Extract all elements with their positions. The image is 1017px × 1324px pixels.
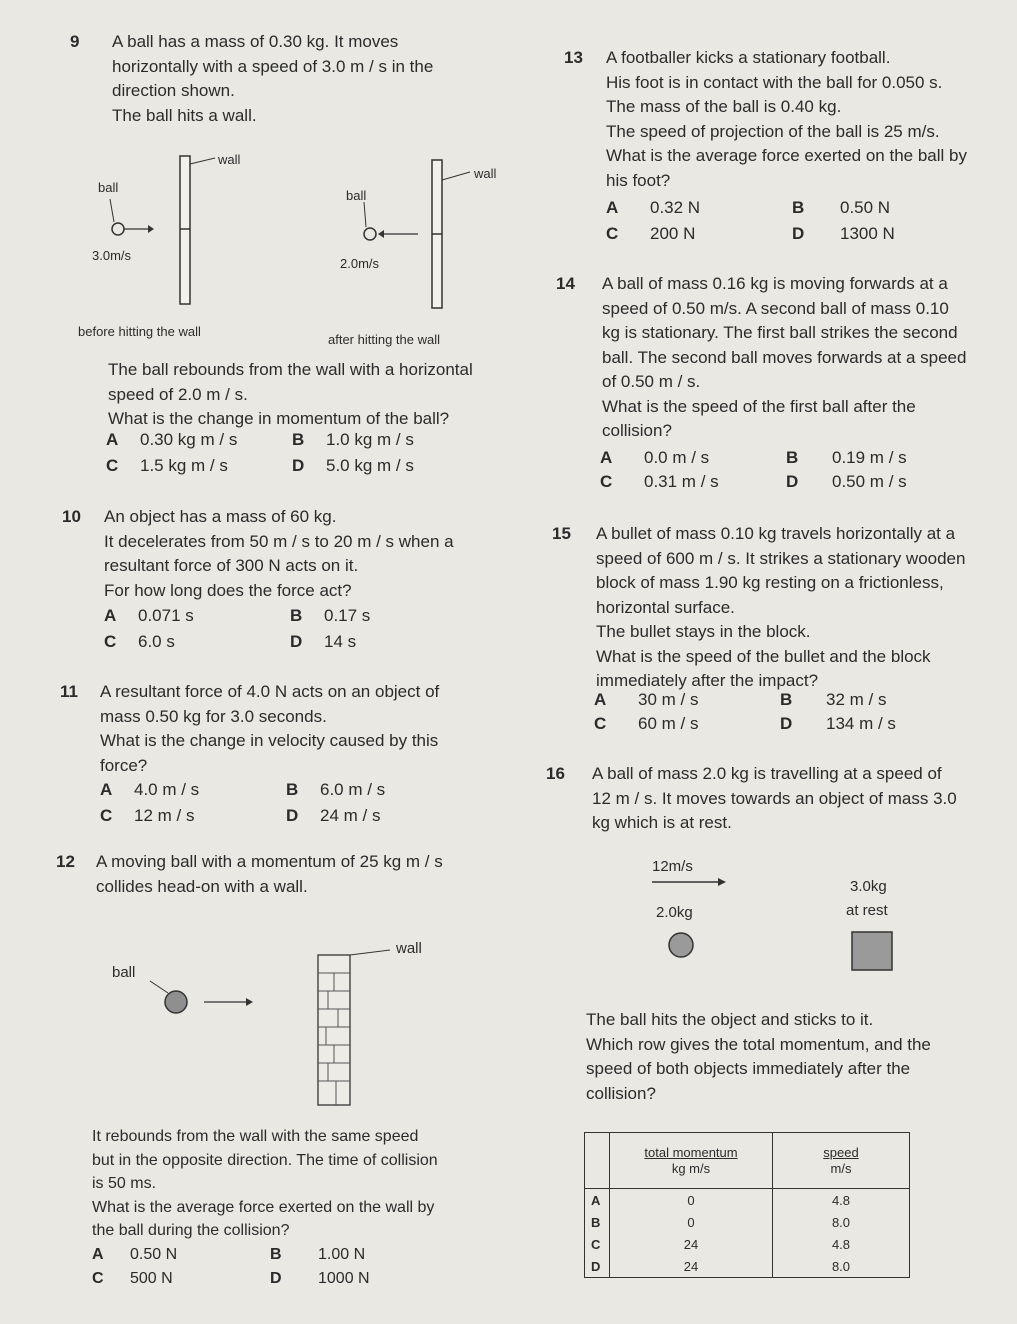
question-text: The mass of the ball is 0.40 kg. bbox=[606, 97, 842, 116]
question-12-cont bbox=[92, 1125, 512, 1243]
option-d[interactable]: D 1000 N bbox=[270, 1270, 370, 1287]
table-row[interactable]: D 24 8.0 bbox=[585, 1255, 910, 1278]
speed-label: 12m/s bbox=[652, 858, 693, 875]
question-text: horizontally with a speed of 3.0 m / s in the bbox=[112, 56, 434, 76]
table-row[interactable]: C 24 4.8 bbox=[585, 1233, 910, 1255]
option-a[interactable]: A 0.071 s bbox=[104, 606, 194, 625]
question-text: A bullet of mass 0.10 kg travels horizontally at a bbox=[596, 524, 956, 543]
option-b[interactable]: B 1.00 N bbox=[270, 1246, 366, 1263]
question-number: 15 bbox=[552, 524, 571, 543]
option-d[interactable]: D 1300 N bbox=[792, 224, 895, 243]
question-text: A ball of mass 0.16 kg is moving forwards at a bbox=[602, 274, 948, 293]
ball-label: ball bbox=[112, 964, 136, 981]
question-text: For how long does the force act? bbox=[104, 580, 352, 600]
wall-label: wall bbox=[218, 152, 241, 167]
question-number: 10 bbox=[62, 507, 81, 526]
question-text: A ball of mass 2.0 kg is travelling at a speed of bbox=[592, 764, 942, 783]
question-text: his foot? bbox=[606, 170, 671, 190]
question-text: The bullet stays in the block. bbox=[596, 622, 811, 641]
option-b[interactable]: B 1.0 kg m / s bbox=[292, 430, 414, 449]
question-text: the ball during the collision? bbox=[92, 1222, 290, 1239]
object-mass-label: 3.0kg bbox=[850, 878, 887, 895]
question-text: speed of 2.0 m / s. bbox=[108, 384, 248, 404]
question-text: but in the opposite direction. The time of collision bbox=[92, 1151, 438, 1169]
question-9-cont bbox=[108, 358, 528, 432]
option-d[interactable]: D 24 m / s bbox=[286, 806, 381, 825]
column-header: speed m/s bbox=[773, 1133, 910, 1189]
question-text: speed of both objects immediately after the bbox=[586, 1059, 911, 1078]
ball-mass-label: 2.0kg bbox=[656, 904, 693, 921]
option-c[interactable]: C 1.5 kg m / s bbox=[106, 456, 228, 475]
object-state-label: at rest bbox=[846, 902, 888, 919]
speed-label: 2.0m/s bbox=[340, 256, 380, 271]
question-text: of 0.50 m / s. bbox=[602, 372, 701, 391]
question-16-cont bbox=[586, 1008, 1006, 1106]
question-text: is 50 ms. bbox=[92, 1175, 157, 1192]
question-text: A moving ball with a momentum of 25 kg m / s bbox=[96, 852, 443, 871]
wall-label: wall bbox=[396, 940, 422, 957]
question-text: horizontal surface. bbox=[596, 597, 735, 617]
question-text: It rebounds from the wall with the same speed bbox=[92, 1128, 419, 1145]
question-text: kg which is at rest. bbox=[592, 813, 732, 832]
option-a[interactable]: A 0.0 m / s bbox=[600, 448, 710, 467]
option-d[interactable]: D 0.50 m / s bbox=[786, 472, 907, 491]
column-header: total momentum kg m/s bbox=[610, 1133, 773, 1189]
question-number: 16 bbox=[546, 764, 565, 783]
option-b[interactable]: B 32 m / s bbox=[780, 690, 887, 709]
question-text: What is the change in momentum of the ball? bbox=[108, 409, 450, 428]
option-b[interactable]: B 6.0 m / s bbox=[286, 780, 386, 799]
question-text: kg is stationary. The first ball strikes the second bbox=[602, 323, 958, 342]
question-number: 9 bbox=[70, 32, 80, 51]
option-a[interactable]: A 0.32 N bbox=[606, 198, 701, 217]
question-text: collides head-on with a wall. bbox=[96, 876, 308, 896]
question-text: What is the average force exerted on the wall by bbox=[92, 1198, 435, 1216]
option-a[interactable]: A 4.0 m / s bbox=[100, 780, 200, 799]
option-c[interactable]: C 500 N bbox=[92, 1270, 173, 1287]
option-b[interactable]: B 0.50 N bbox=[792, 198, 891, 217]
wall-label: wall bbox=[474, 166, 497, 181]
question-text: direction shown. bbox=[112, 81, 235, 100]
option-c[interactable]: C 0.31 m / s bbox=[600, 472, 719, 491]
question-text: What is the speed of the bullet and the block bbox=[596, 646, 931, 666]
ball-label: ball bbox=[346, 188, 367, 203]
table-row[interactable]: A 0 4.8 bbox=[585, 1189, 910, 1212]
question-text: force? bbox=[100, 755, 148, 775]
option-b[interactable]: B 0.17 s bbox=[290, 606, 371, 625]
question-text: The ball rebounds from the wall with a horizontal bbox=[108, 360, 473, 379]
ball-label: ball bbox=[98, 180, 119, 195]
option-a[interactable]: A 0.30 kg m / s bbox=[106, 430, 238, 449]
option-b[interactable]: B 0.19 m / s bbox=[786, 448, 907, 467]
caption-before: before hitting the wall bbox=[78, 324, 201, 339]
question-text: A ball has a mass of 0.30 kg. It moves bbox=[112, 32, 399, 51]
question-text: 12 m / s. It moves towards an object of mass 3.0 bbox=[592, 788, 957, 808]
question-text: ball. The second ball moves forwards at a speed bbox=[602, 347, 967, 367]
option-c[interactable]: C 6.0 s bbox=[104, 632, 175, 651]
option-a[interactable]: A 30 m / s bbox=[594, 690, 699, 709]
question-text: speed of 600 m / s. It strikes a stationary wooden bbox=[596, 548, 966, 568]
q16-answer-table bbox=[584, 1132, 910, 1278]
option-d[interactable]: D 5.0 kg m / s bbox=[292, 456, 414, 475]
question-text: What is the speed of the first ball after the bbox=[602, 396, 916, 416]
question-text: What is the change in velocity caused by this bbox=[100, 731, 439, 750]
option-c[interactable]: C 200 N bbox=[606, 224, 696, 243]
question-text: A footballer kicks a stationary football. bbox=[606, 48, 891, 67]
question-number: 12 bbox=[56, 852, 75, 871]
question-text: A resultant force of 4.0 N acts on an object of bbox=[100, 682, 440, 701]
question-text: collision? bbox=[602, 421, 672, 440]
question-number: 13 bbox=[564, 48, 583, 67]
option-d[interactable]: D 14 s bbox=[290, 632, 357, 651]
question-text: speed of 0.50 m/s. A second ball of mass 0.10 bbox=[602, 298, 949, 318]
question-text: collision? bbox=[586, 1083, 656, 1103]
question-text: What is the average force exerted on the ball by bbox=[606, 146, 967, 165]
question-text: An object has a mass of 60 kg. bbox=[104, 507, 337, 526]
question-text: His foot is in contact with the ball for 0.050 s. bbox=[606, 72, 943, 92]
q12-diagram bbox=[110, 945, 440, 1110]
question-number: 11 bbox=[60, 682, 78, 701]
question-text: Which row gives the total momentum, and the bbox=[586, 1034, 931, 1054]
question-text: The ball hits a wall. bbox=[112, 105, 257, 125]
question-number: 14 bbox=[556, 274, 575, 293]
speed-label: 3.0m/s bbox=[92, 248, 132, 263]
option-d[interactable]: D 134 m / s bbox=[780, 714, 896, 733]
table-row[interactable]: B 0 8.0 bbox=[585, 1211, 910, 1233]
option-c[interactable]: C 12 m / s bbox=[100, 806, 195, 825]
question-text: It decelerates from 50 m / s to 20 m / s when a bbox=[104, 531, 454, 551]
option-c[interactable]: C 60 m / s bbox=[594, 714, 699, 733]
question-text: The speed of projection of the ball is 25 m/s. bbox=[606, 121, 940, 141]
q9-diagram-after bbox=[340, 150, 540, 320]
option-a[interactable]: A 0.50 N bbox=[92, 1246, 178, 1263]
table-header bbox=[585, 1133, 910, 1189]
question-text: block of mass 1.90 kg resting on a frictionless, bbox=[596, 573, 944, 592]
question-text: The ball hits the object and sticks to it. bbox=[586, 1010, 874, 1029]
caption-after: after hitting the wall bbox=[328, 332, 441, 347]
question-text: mass 0.50 kg for 3.0 seconds. bbox=[100, 706, 327, 726]
q9-diagram-before bbox=[90, 150, 290, 320]
question-text: resultant force of 300 N acts on it. bbox=[104, 556, 359, 575]
question-text: immediately after the impact? bbox=[596, 671, 819, 690]
